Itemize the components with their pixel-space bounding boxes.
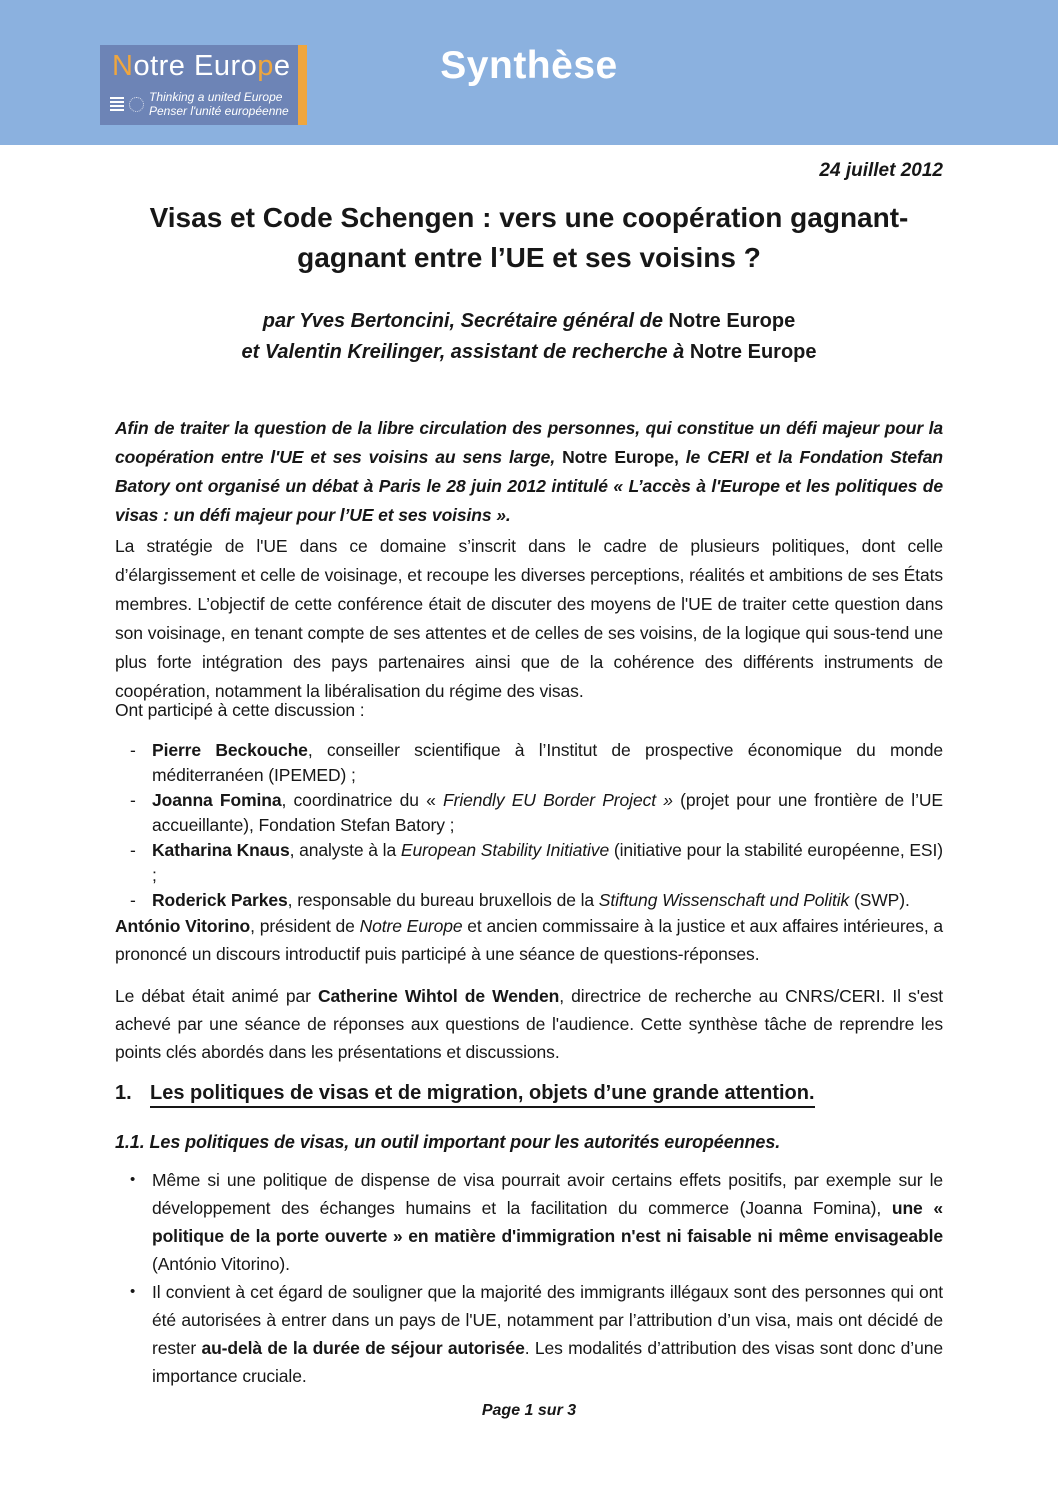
org-name: Notre Europe	[689, 341, 817, 363]
byline-author-2: et Valentin Kreilinger, assistant de recherche à	[241, 341, 690, 363]
org-name: Notre Europe	[668, 310, 796, 332]
tagline-line-en: Thinking a united Europe	[149, 90, 283, 104]
moderator-name: Catherine Wihtol de Wenden	[317, 986, 560, 1006]
participant-role: , conseiller scientifique à l’Institut de prospective économique du monde méditerranéen (IPEMED) ;	[152, 740, 943, 785]
participant-name: Joanna Fomina	[152, 790, 282, 810]
logo-tagline-text	[149, 91, 289, 118]
intro-paragraph	[115, 414, 943, 530]
eu-stars-icon	[129, 97, 144, 112]
dash-bullet-icon: -	[130, 890, 136, 910]
bullet-icon: •	[130, 1283, 136, 1300]
section-1-heading	[115, 1082, 943, 1108]
vitorino-paragraph	[115, 912, 943, 968]
logo-wordmark-part: otre Euro	[133, 50, 258, 82]
paragraph-segment: , directrice de recherche au CNRS/CERI. Il s'est achevé par une séance de réponses aux questions de l'audience. Cette synthèse tâche de reprendre les points clés abordés dans les présentations et discussions.	[115, 986, 943, 1062]
banner-title: Synthèse	[440, 44, 618, 87]
participants-intro: Ont participé à cette discussion :	[115, 700, 365, 720]
participant-role: (projet pour une frontière de l’UE accueillante), Fondation Stefan Batory ;	[152, 790, 943, 835]
byline	[115, 306, 943, 368]
participant-name: Roderick Parkes	[152, 890, 288, 910]
bullet-emphasis: une « politique de la porte ouverte » en matière d'immigration n'est ni faisable ni même envisageable	[152, 1198, 943, 1246]
speaker-name: António Vitorino	[115, 916, 251, 936]
dash-bullet-icon: -	[130, 740, 136, 760]
org-name: Notre Europe	[359, 916, 463, 936]
paragraph-segment: et ancien commissaire à la justice et aux affaires intérieures, a prononcé un discours introductif puis participé à une séance de questions-réponses.	[115, 916, 944, 964]
bullet-segment: Il convient à cet égard de souligner que la majorité des immigrants illégaux sont des personnes qui ont été autorisées à entrer dans un pays de l'UE, notamment par l’attribution d’un visa, mais ont décidé de rester	[152, 1282, 943, 1358]
bullet-emphasis: au-delà de la durée de séjour autorisée	[201, 1338, 525, 1358]
participant-name: Pierre Beckouche	[152, 740, 308, 760]
document-title	[115, 198, 943, 278]
page-footer: Page 1 sur 3	[481, 1402, 577, 1419]
document-date: 24 juillet 2012	[819, 160, 943, 181]
work-title: Friendly EU Border Project »	[443, 790, 673, 810]
participant-role: (initiative pour la stabilité européenne, ESI) ;	[152, 840, 943, 885]
logo-tagline	[110, 91, 293, 118]
strategy-paragraph: La stratégie de l'UE dans ce domaine s’inscrit dans le cadre de plusieurs politiques, dont celle d’élargissement et celle de voisinage, et recoupe les diverses perceptions, réalités et ambitions de ses États membres. L’objectif de cette conférence était de discuter des moyens de l'UE de traiter cette question dans son voisinage, en tenant compte de ses attentes et de celles de ses voisins, de la logique qui sous-tend une plus forte intégration des pays partenaires ainsi que de la cohérence des différents instruments de coopération, notamment la libéralisation du régime des visas.	[115, 536, 943, 701]
list-item	[115, 888, 943, 913]
section-heading-text: Les politiques de visas et de migration, objets d’une grande attention.	[150, 1082, 815, 1108]
bullet-item	[115, 1166, 943, 1278]
dash-bullet-icon: -	[130, 790, 136, 810]
section-number: 1.	[115, 1082, 132, 1104]
tagline-line-fr: Penser l'unité européenne	[149, 103, 289, 118]
logo-wordmark-part: e	[273, 50, 291, 82]
stripes-icon	[110, 97, 124, 113]
byline-author-1: par Yves Bertoncini, Secrétaire général de	[262, 310, 669, 332]
logo-letter-n: N	[112, 50, 134, 82]
bullet-segment: . Les modalités d’attribution des visas sont donc d’une importance cruciale.	[152, 1338, 943, 1386]
list-item	[115, 788, 943, 838]
dash-bullet-icon: -	[130, 840, 136, 860]
bullet-segment: Même si une politique de dispense de visa pourrait avoir certains effets positifs, par exemple sur le développement des échanges humains et la facilitation du commerce (Joanna Fomina),	[152, 1170, 943, 1218]
work-title: European Stability Initiative	[400, 840, 610, 860]
bullet-icon: •	[130, 1171, 136, 1188]
participant-role: , coordinatrice du «	[281, 790, 444, 810]
list-item	[115, 738, 943, 788]
intro-segment: le CERI et la Fondation Stefan Batory ont organisé un débat à Paris le 28 juin 2012 intitulé « L’accès à l'Europe et les politiques de visas : un défi majeur pour l’UE et ses voisins ».	[115, 447, 943, 525]
title-line-2: gagnant entre l’UE et ses voisins ?	[297, 242, 761, 273]
list-item	[115, 838, 943, 888]
bullet-segment: (António Vitorino).	[152, 1254, 290, 1274]
participant-role: , responsable du bureau bruxellois de la	[287, 890, 599, 910]
paragraph-segment: , président de	[250, 916, 360, 936]
paragraph-segment: Le débat était animé par	[115, 986, 318, 1006]
logo-letter-p: p	[257, 50, 274, 82]
intro-segment: Afin de traiter la question de la libre circulation des personnes, qui constitue un défi majeur pour la coopération entre l'UE et ses voisins au sens large,	[115, 418, 943, 467]
org-name: Notre Europe,	[562, 447, 679, 467]
subsection-1-1-heading: 1.1. Les politiques de visas, un outil important pour les autorités européennes.	[115, 1132, 781, 1152]
bullet-item	[115, 1278, 943, 1390]
participant-role: , analyste à la	[289, 840, 401, 860]
title-line-1: Visas et Code Schengen : vers une coopération gagnant-	[149, 202, 909, 233]
participants-list	[115, 738, 943, 913]
header-banner	[0, 0, 1058, 145]
participant-name: Katharina Knaus	[152, 840, 290, 860]
debate-paragraph	[115, 982, 943, 1066]
work-title: Stiftung Wissenschaft und Politik	[598, 890, 850, 910]
participant-role: (SWP).	[849, 890, 910, 910]
